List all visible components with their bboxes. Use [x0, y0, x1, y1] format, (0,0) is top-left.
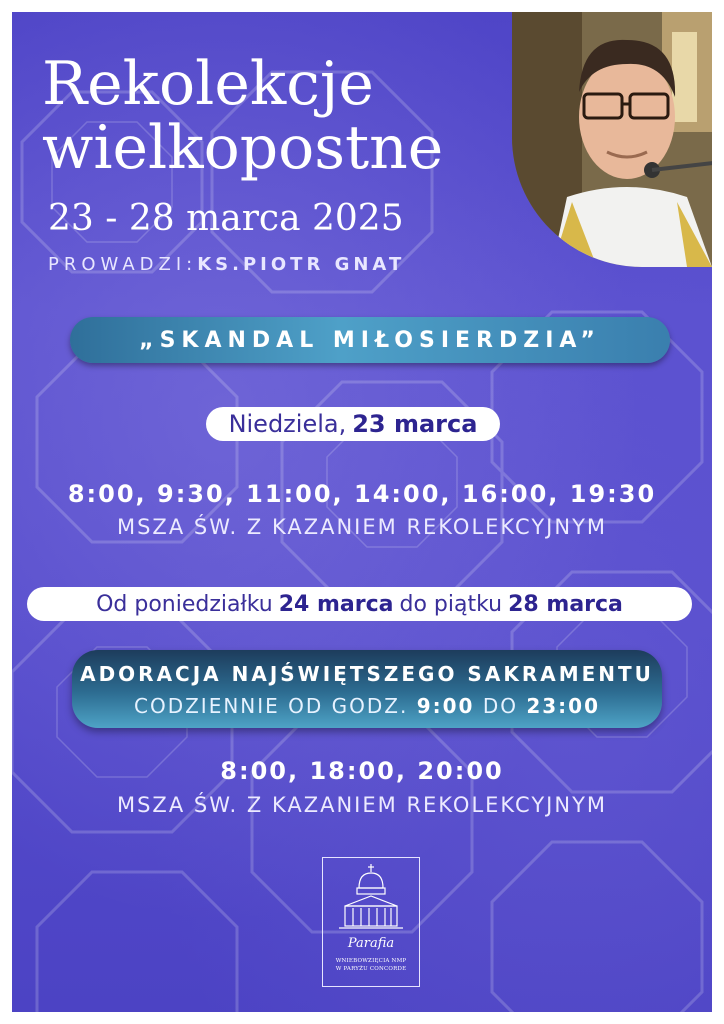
weekday-mass-caption: MSZA ŚW. Z KAZANIEM REKOLEKCYJNYM: [116, 793, 608, 817]
weekday-from-date: 24 marca: [278, 591, 394, 617]
adoration-end: 23:00: [526, 694, 600, 718]
poster: [12, 12, 712, 1012]
church-building-icon: [323, 858, 419, 938]
weekday-range-pill: [27, 587, 692, 621]
leader-label: PROWADZI:: [48, 254, 198, 275]
adoration-title: ADORACJA NAJŚWIĘTSZEGO SAKRAMENTU: [80, 662, 654, 686]
logo-script-text: Parafia: [347, 936, 395, 951]
adoration-banner: [72, 650, 662, 728]
title-line-2: wielkopostne: [42, 113, 444, 183]
sunday-mass-caption: MSZA ŚW. Z KAZANIEM REKOLEKCYJNYM: [116, 515, 608, 539]
title-line-1: Rekolekcje: [42, 49, 374, 119]
weekday-from: Od poniedziałku: [96, 591, 273, 617]
event-title: [42, 49, 444, 183]
sunday-date-pill: [206, 407, 500, 441]
logo-line-1: WNIEBOWZIĘCIA NMP: [335, 958, 407, 964]
weekday-mass-times: 8:00, 18:00, 20:00: [220, 757, 504, 785]
sunday-mass-times: 8:00, 9:30, 11:00, 14:00, 16:00, 19:30: [67, 480, 657, 508]
sunday-date: 23 marca: [352, 410, 478, 438]
theme-banner: „SKANDAL MIŁOSIERDZIA”: [70, 317, 670, 363]
retreat-leader: [48, 254, 405, 275]
adoration-mid: DO: [482, 694, 518, 718]
parish-logo: [322, 857, 420, 987]
adoration-start: 9:00: [416, 694, 475, 718]
leader-name: KS.PIOTR GNAT: [197, 254, 406, 275]
event-dates: 23 - 28 marca 2025: [48, 198, 404, 239]
sunday-day: Niedziela,: [228, 410, 347, 438]
weekday-to: do piątku: [399, 591, 503, 617]
logo-line-2: W PARYŻU CONCORDE: [335, 966, 407, 972]
weekday-to-date: 28 marca: [508, 591, 623, 617]
adoration-prefix: CODZIENNIE OD GODZ.: [133, 694, 409, 718]
adoration-hours: [72, 694, 662, 718]
